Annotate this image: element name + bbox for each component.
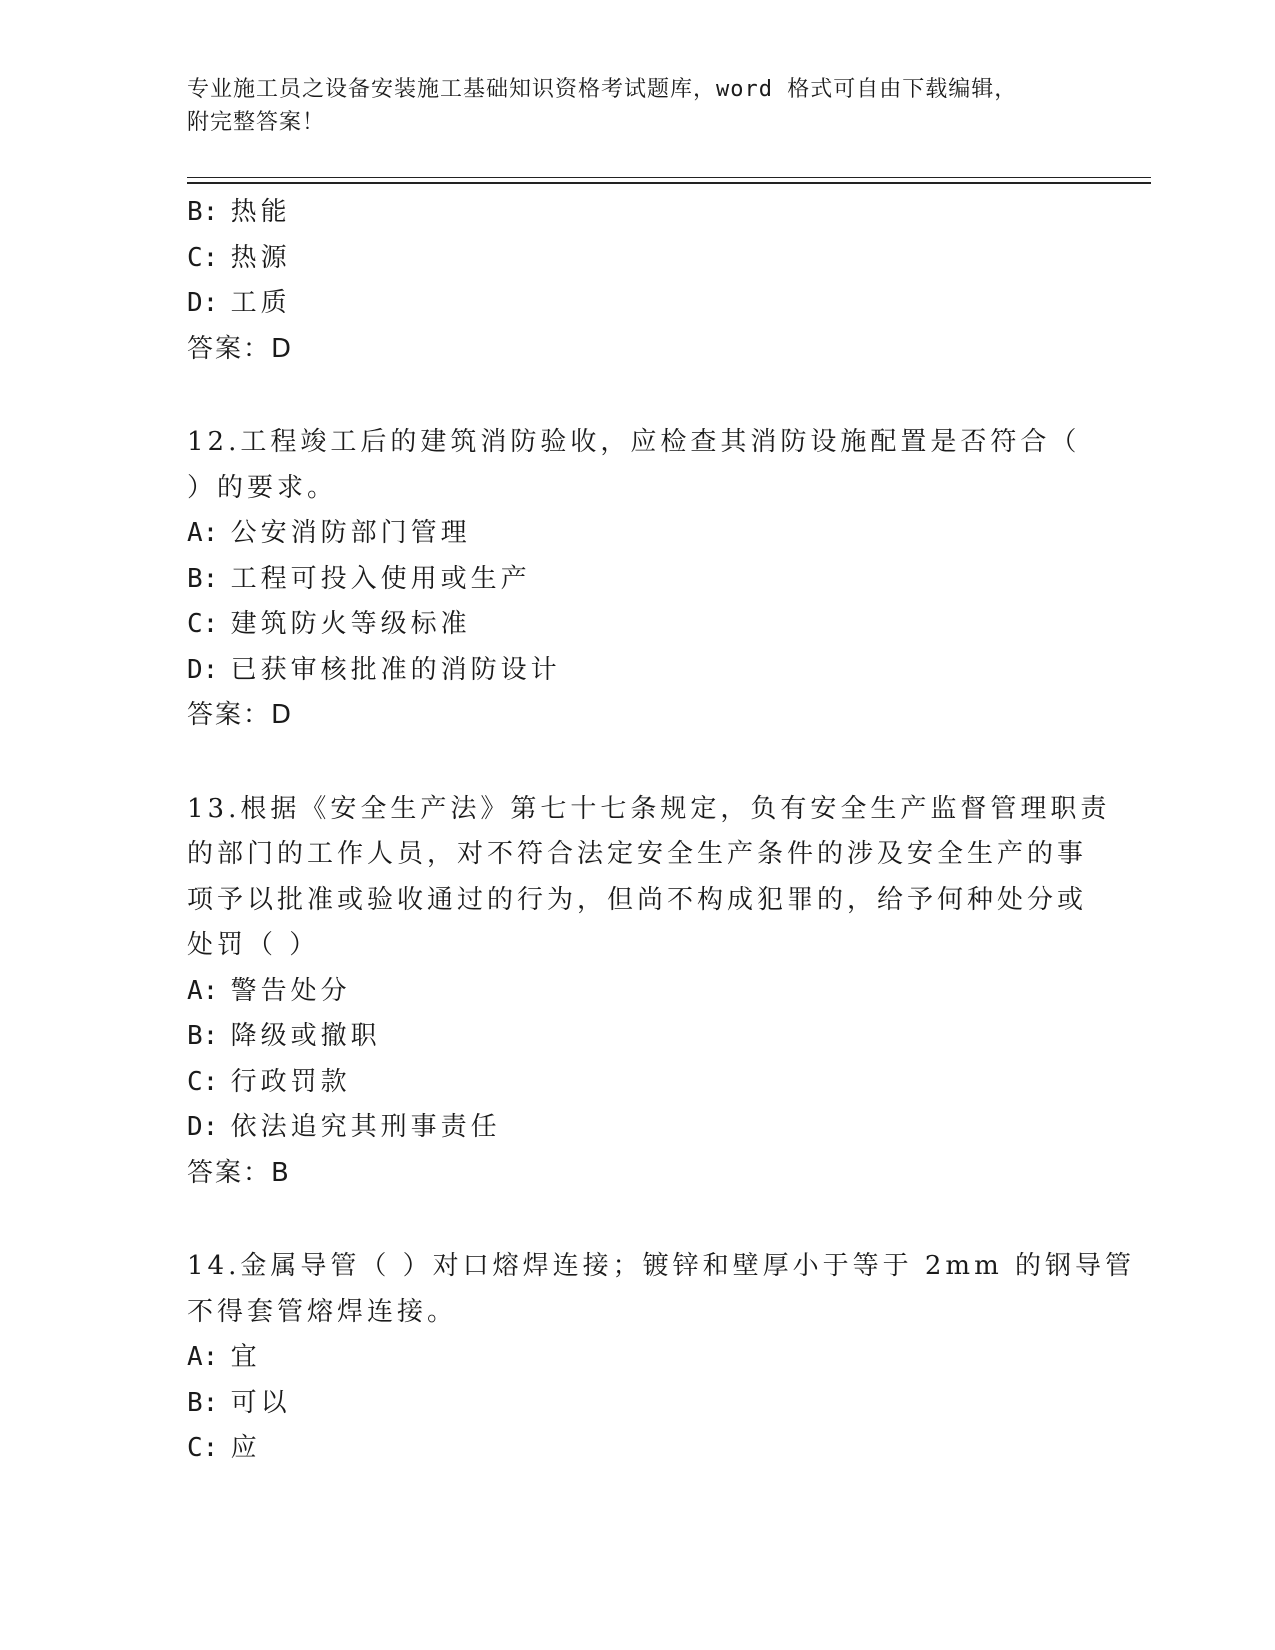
header-line-2: 附完整答案！ bbox=[187, 110, 326, 135]
option-text: 工质 bbox=[230, 288, 291, 318]
option-b bbox=[187, 1014, 1087, 1060]
option-text: 警告处分 bbox=[230, 975, 351, 1006]
option-text: 降级或撤职 bbox=[230, 1021, 381, 1051]
option-letter: B: bbox=[187, 563, 219, 594]
option-letter: B: bbox=[187, 197, 219, 227]
option-text: 热能 bbox=[230, 197, 291, 227]
option-text: 应 bbox=[230, 1433, 261, 1463]
option-text: 可以 bbox=[230, 1387, 291, 1418]
option-text: 建筑防火等级标准 bbox=[230, 609, 471, 639]
option-letter: C: bbox=[187, 609, 219, 639]
option-a bbox=[187, 511, 1087, 557]
option-letter: D: bbox=[187, 1112, 219, 1142]
answer-line: 答案：B bbox=[187, 1157, 291, 1188]
option-letter: D: bbox=[187, 288, 219, 318]
spacer bbox=[187, 739, 1087, 787]
question-13 bbox=[187, 787, 1111, 1197]
option-d bbox=[187, 281, 1087, 327]
header-line-1: 专业施工员之设备安装施工基础知识资格考试题库，word 格式可自由下载编辑， bbox=[187, 77, 1018, 102]
header-rule-top bbox=[187, 177, 1151, 178]
option-c bbox=[187, 1426, 1087, 1472]
option-text: 工程可投入使用或生产 bbox=[230, 563, 531, 594]
option-letter: B: bbox=[187, 1021, 219, 1051]
option-b bbox=[187, 1381, 1087, 1427]
spacer bbox=[187, 372, 1087, 420]
option-text: 行政罚款 bbox=[230, 1066, 351, 1097]
answer-line: 答案：D bbox=[187, 700, 294, 730]
question-stem-line: 12.工程竣工后的建筑消防验收，应检查其消防设施配置是否符合（ bbox=[187, 427, 1081, 457]
question-stem-line: 项予以批准或验收通过的行为，但尚不构成犯罪的，给予何种处分或 bbox=[187, 884, 1088, 915]
option-b bbox=[187, 557, 1087, 603]
option-text: 公安消防部门管理 bbox=[230, 518, 471, 548]
document-header bbox=[187, 73, 1087, 139]
option-text: 已获审核批准的消防设计 bbox=[230, 654, 561, 685]
option-text: 宜 bbox=[230, 1342, 261, 1372]
option-letter: A: bbox=[187, 1342, 219, 1372]
question-stem-line: 14.金属导管（ ）对口熔焊连接；镀锌和壁厚小于等于 2mm 的钢导管 bbox=[187, 1251, 1135, 1281]
question-11-continued bbox=[187, 190, 1087, 372]
question-12 bbox=[187, 420, 1087, 739]
question-list bbox=[187, 190, 1135, 1472]
question-stem-line: 13.根据《安全生产法》第七十七条规定，负有安全生产监督管理职责 bbox=[187, 793, 1111, 824]
spacer bbox=[187, 1196, 1087, 1244]
question-14 bbox=[187, 1244, 1135, 1472]
option-letter: C: bbox=[187, 242, 219, 273]
question-stem-line: 处罚（ ） bbox=[187, 930, 320, 960]
header-rule-bottom bbox=[187, 182, 1151, 184]
option-b bbox=[187, 190, 1087, 236]
option-d bbox=[187, 1105, 1087, 1151]
question-stem-line: 不得套管熔焊连接。 bbox=[187, 1296, 458, 1327]
option-letter: A: bbox=[187, 518, 219, 548]
question-stem-line: 的部门的工作人员，对不符合法定安全生产条件的涉及安全生产的事 bbox=[187, 839, 1088, 869]
option-text: 依法追究其刑事责任 bbox=[230, 1112, 501, 1142]
option-text: 热源 bbox=[230, 242, 291, 273]
option-d bbox=[187, 648, 1087, 694]
option-c bbox=[187, 1060, 1087, 1106]
option-letter: D: bbox=[187, 654, 219, 685]
option-c bbox=[187, 236, 1087, 282]
question-stem-line: ）的要求。 bbox=[187, 472, 338, 503]
option-letter: C: bbox=[187, 1066, 219, 1097]
option-a bbox=[187, 1335, 1087, 1381]
option-c bbox=[187, 602, 1087, 648]
option-a bbox=[187, 969, 1087, 1015]
option-letter: B: bbox=[187, 1387, 219, 1418]
option-letter: C: bbox=[187, 1433, 219, 1463]
option-letter: A: bbox=[187, 975, 219, 1006]
answer-line: 答案：D bbox=[187, 333, 294, 364]
